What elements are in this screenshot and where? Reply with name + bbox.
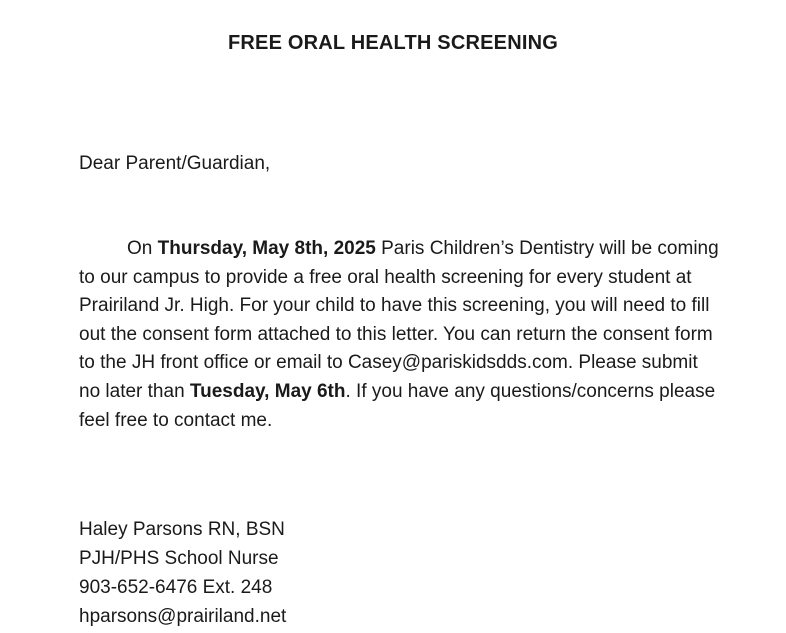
body-text-closing: . If you have any questions/concerns please feel free to contact me. <box>79 380 716 431</box>
body-text-intro: On <box>127 238 158 259</box>
signature-email: hparsons@prairiland.net <box>79 606 287 627</box>
signature-block <box>79 515 286 631</box>
signature-name: Haley Parsons RN, BSN <box>79 519 285 540</box>
body-text-main: Paris Children’s Dentistry will be coming to our campus to provide a free oral health screening for every student at Prairiland Jr. High. For your child to have this screening, you will need to fill out the consent form attached to this letter. You can return the consent form to the JH front office or email to Casey@pariskidsdds.com. Please submit no later than <box>79 238 719 402</box>
signature-role: PJH/PHS School Nurse <box>79 548 279 569</box>
letter-body <box>79 235 719 435</box>
signature-phone: 903-652-6476 Ext. 248 <box>79 577 273 598</box>
letter-title: FREE ORAL HEALTH SCREENING <box>227 32 559 54</box>
salutation: Dear Parent/Guardian, <box>79 153 271 174</box>
deadline-date: Tuesday, May 6th <box>189 380 346 402</box>
event-date: Thursday, May 8th, 2025 <box>157 238 376 259</box>
